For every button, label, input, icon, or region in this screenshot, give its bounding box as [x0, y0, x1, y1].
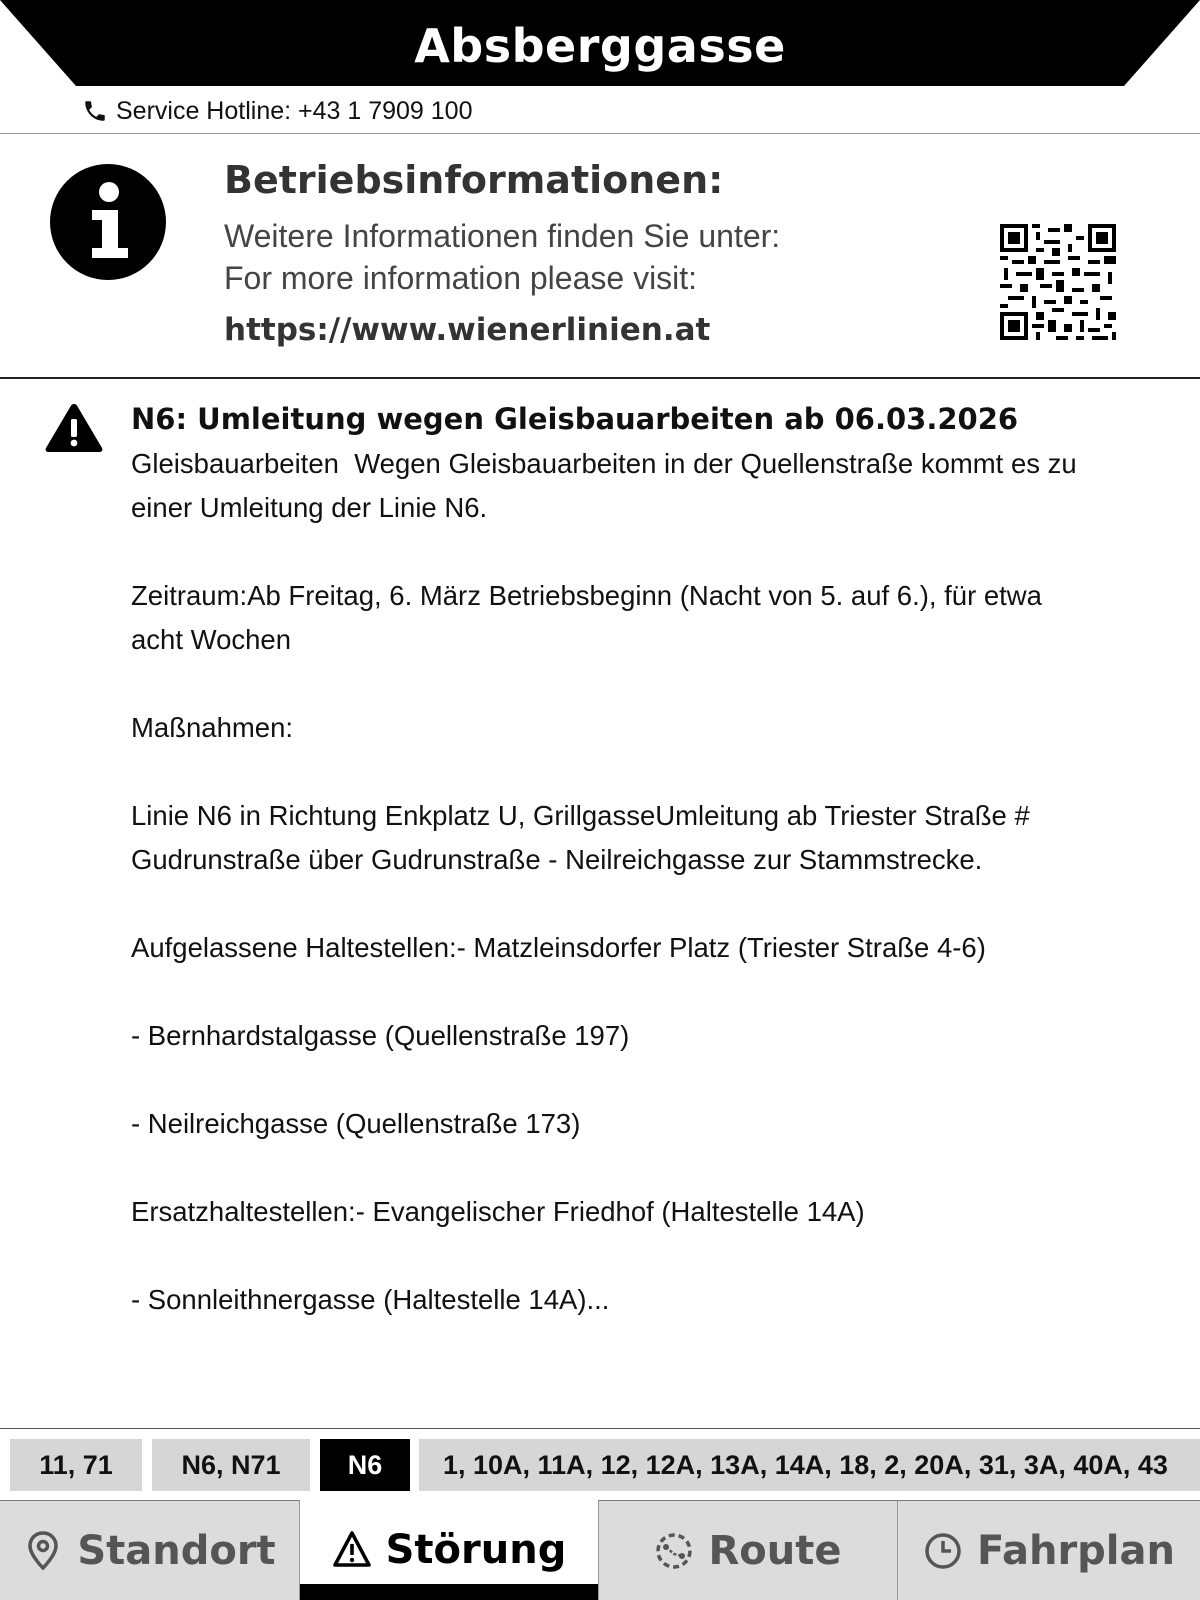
header [0, 0, 1200, 134]
notice-paragraph: - Bernhardstalgasse (Quellenstraße 197) [131, 1020, 630, 1051]
line-tab-n6-n71[interactable]: N6, N71 [152, 1439, 310, 1491]
info-icon [48, 162, 168, 282]
notice-paragraph: Zeitraum:Ab Freitag, 6. März Betriebsbeginn (Nacht von 5. auf 6.), für etwa acht Wochen [131, 580, 1050, 655]
notice-paragraph: Ersatzhaltestellen:- Evangelischer Friedhof (Haltestelle 14A) [131, 1196, 865, 1227]
warning-icon [332, 1529, 372, 1571]
phone-icon [82, 98, 108, 124]
info-title: Betriebsinformationen: [224, 158, 724, 202]
notice-paragraph: Linie N6 in Richtung Enkplatz U, GrillgasseUmleitung ab Triester Straße # Gudrunstraße über Gudrunstraße - Neilreichgasse zur Stammstrecke. [131, 800, 1038, 875]
route-icon [654, 1530, 694, 1572]
line-tab-other-lines[interactable]: 1, 10A, 11A, 12, 12A, 13A, 14A, 18, 2, 20A, 31, 3A, 40A, 43 [419, 1439, 1200, 1491]
notice-paragraph: - Sonnleithnergasse (Haltestelle 14A)... [131, 1284, 610, 1315]
nav-tab-route[interactable] [598, 1500, 897, 1600]
station-title: Absberggasse [414, 19, 786, 73]
location-pin-icon [23, 1530, 63, 1572]
bottom-nav [0, 1500, 1200, 1600]
info-text-de: Weitere Informationen finden Sie unter: [224, 218, 781, 254]
service-hotline [82, 93, 473, 129]
notice-body [131, 442, 1091, 1322]
nav-label: Störung [385, 1527, 567, 1573]
nav-label: Route [708, 1527, 842, 1574]
line-tab-n6[interactable]: N6 [320, 1439, 410, 1491]
qr-code-icon [1000, 224, 1116, 340]
warning-icon [44, 402, 104, 454]
nav-label: Standort [77, 1527, 276, 1574]
notice-paragraph: - Neilreichgasse (Quellenstraße 173) [131, 1108, 581, 1139]
clock-icon [923, 1530, 963, 1572]
info-text-en: For more information please visit: [224, 260, 698, 296]
nav-tab-fahrplan[interactable] [897, 1500, 1200, 1600]
notice-paragraph: Maßnahmen: [131, 712, 294, 743]
info-url[interactable]: https://www.wienerlinien.at [224, 312, 711, 348]
nav-label: Fahrplan [977, 1527, 1175, 1574]
notice-paragraph: Gleisbauarbeiten Wegen Gleisbauarbeiten in der Quellenstraße kommt es zu einer Umleitung der Linie N6. [131, 448, 1085, 523]
nav-tab-stoerung[interactable] [299, 1500, 598, 1600]
line-tab-11-71[interactable]: 11, 71 [10, 1439, 142, 1491]
line-tabs [0, 1428, 1200, 1500]
notice-title: N6: Umleitung wegen Gleisbauarbeiten ab 06.03.2026 [131, 402, 1019, 436]
nav-tab-standort[interactable] [0, 1500, 299, 1600]
hotline-text: Service Hotline: +43 1 7909 100 [116, 96, 473, 125]
operating-info [0, 134, 1200, 379]
disruption-notice [0, 380, 1200, 1428]
title-banner [0, 0, 1200, 86]
notice-paragraph: Aufgelassene Haltestellen:- Matzleinsdorfer Platz (Triester Straße 4-6) [131, 932, 986, 963]
